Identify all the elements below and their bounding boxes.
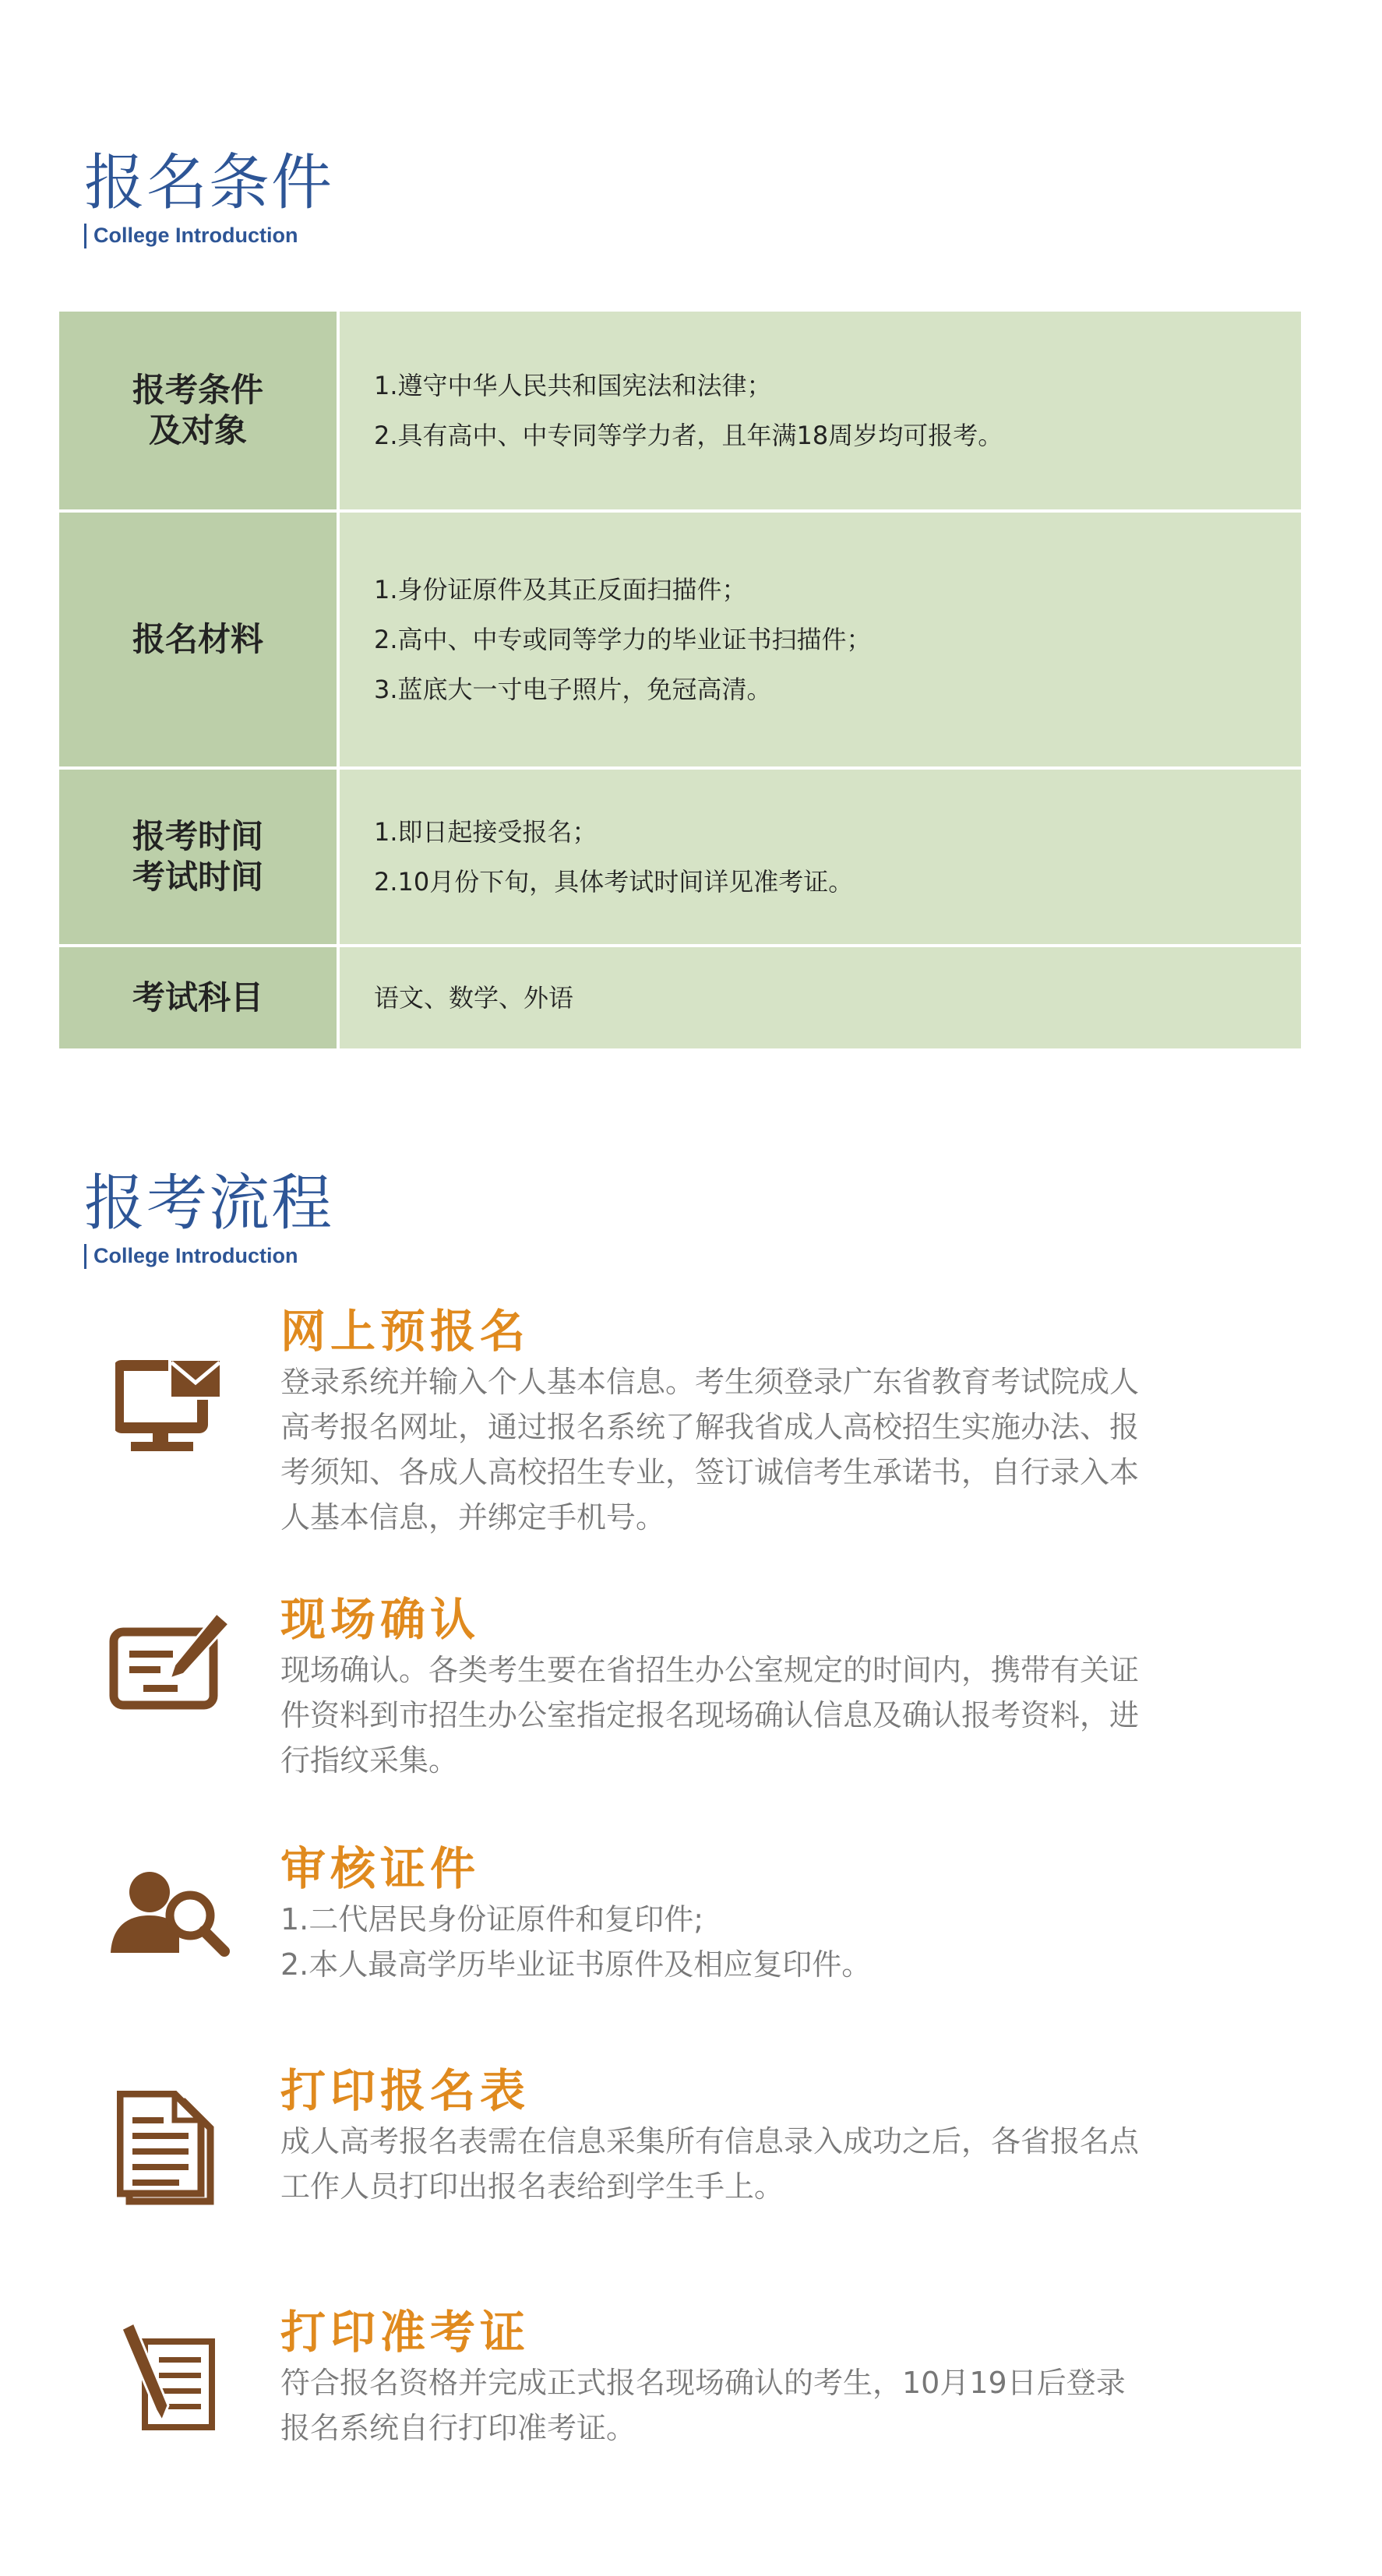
- step-title: 审核证件: [280, 1842, 481, 1895]
- row-label: [59, 770, 340, 944]
- step-text-line: 报名系统自行打印准考证。: [280, 2411, 636, 2445]
- row-value: [340, 947, 1301, 1048]
- row-value-line: 2.高中、中专或同等学力的毕业证书扫描件；: [374, 625, 872, 654]
- process-title: 报考流程: [84, 1168, 334, 1239]
- step-title: 现场确认: [280, 1593, 481, 1646]
- row-value-line: 2.10月份下旬，具体考试时间详见准考证。: [374, 867, 854, 897]
- step-text-line: 现场确认。各类考生要在省招生办公室规定的时间内，携带有关证: [280, 1653, 1140, 1687]
- row-value: [340, 770, 1301, 944]
- conditions-subtitle: College Introduction: [84, 223, 333, 248]
- table-row-subjects: [59, 947, 1301, 1048]
- row-value-line: 2.具有高中、中专同等学力者，且年满18周岁均可报考。: [374, 421, 1003, 450]
- process-subtitle: College Introduction: [84, 1243, 333, 1268]
- step-text-line: 1.二代居民身份证原件和复印件;: [280, 1902, 704, 1936]
- step-text-line: 考须知、各成人高校招生专业，签订诚信考生承诺书，自行录入本: [280, 1455, 1140, 1489]
- conditions-title: 报名条件: [84, 148, 334, 218]
- row-label-line: 考试科目: [132, 978, 263, 1017]
- conditions-table: [59, 312, 1301, 1048]
- row-value-line: 1.即日起接受报名；: [374, 817, 598, 847]
- row-value-line: 1.遵守中华人民共和国宪法和法律；: [374, 371, 772, 400]
- step-title: 打印报名表: [280, 2064, 531, 2117]
- conditions-header: [84, 148, 333, 248]
- notepad-pencil-icon: [117, 2321, 218, 2438]
- row-label-line: 报考时间: [132, 817, 263, 855]
- row-label-line: 及对象: [148, 411, 247, 449]
- step-text-line: 登录系统并输入个人基本信息。考生须登录广东省教育考试院成人: [280, 1365, 1140, 1399]
- step-text-line: 高考报名网址，通过报名系统了解我省成人高校招生实施办法、报: [280, 1410, 1140, 1444]
- row-value: [340, 312, 1301, 509]
- process-header: [84, 1168, 333, 1268]
- row-label-line: 考试时间: [132, 858, 263, 896]
- step-text: [280, 2360, 1231, 2451]
- user-search-icon: [109, 1866, 234, 1959]
- step-text-line: 2.本人最高学历毕业证书原件及相应复印件。: [280, 1947, 872, 1982]
- row-label: [59, 947, 340, 1048]
- step-text-line: 件资料到市招生办公室指定报名现场确认信息及确认报考资料，进: [280, 1698, 1140, 1732]
- row-value: [340, 513, 1301, 766]
- row-label: [59, 513, 340, 766]
- step-text: [280, 1897, 1231, 1987]
- step-text-line: 行指纹采集。: [280, 1743, 459, 1778]
- row-value-line: 语文、数学、外语: [374, 983, 574, 1013]
- step-title: 打印准考证: [280, 2306, 531, 2359]
- row-label-line: 报考条件: [132, 371, 263, 409]
- step-text: [280, 1647, 1231, 1783]
- computer-mail-icon: [115, 1359, 224, 1461]
- step-text: [280, 1359, 1231, 1540]
- row-label: [59, 312, 340, 509]
- table-row-materials: [59, 513, 1301, 770]
- step-text-line: 人基本信息，并绑定手机号。: [280, 1500, 666, 1535]
- step-text: [280, 2119, 1231, 2209]
- step-text-line: 工作人员打印出报名表给到学生手上。: [280, 2169, 784, 2204]
- row-value-line: 1.身份证原件及其正反面扫描件；: [374, 575, 747, 604]
- row-label-line: 报名材料: [132, 620, 263, 658]
- document-icon: [117, 2091, 218, 2208]
- step-text-line: 成人高考报名表需在信息采集所有信息录入成功之后，各省报名点: [280, 2124, 1140, 2158]
- step-text-line: 符合报名资格并完成正式报名现场确认的考生，10月19日后登录: [280, 2366, 1126, 2400]
- row-value-line: 3.蓝底大一寸电子照片，免冠高清。: [374, 675, 772, 704]
- table-row-time: [59, 770, 1301, 947]
- step-title: 网上预报名: [280, 1305, 531, 1358]
- table-row-eligibility: [59, 312, 1301, 513]
- form-pen-icon: [109, 1610, 234, 1711]
